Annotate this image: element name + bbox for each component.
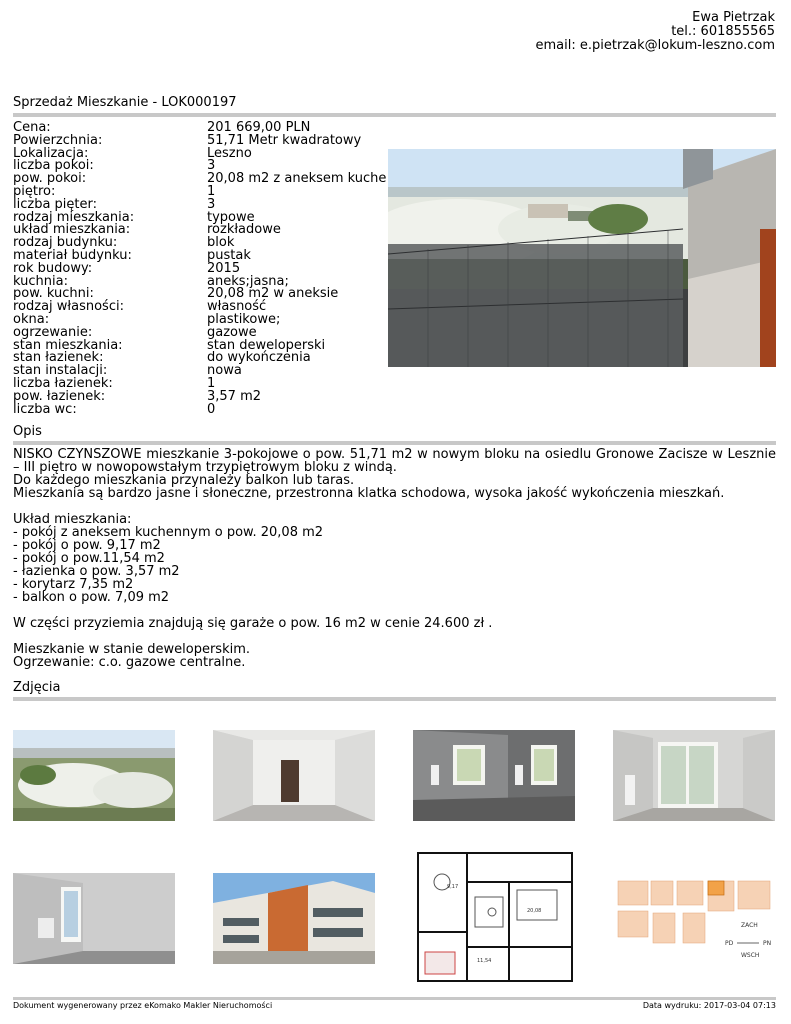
- layout-item: - pokój o pow.11,54 m2: [13, 551, 165, 566]
- description-paragraph: Do każdego mieszkania przynależy balkon lub taras.: [13, 473, 355, 488]
- spec-value: 1: [207, 183, 216, 199]
- spec-value: 51,71 Metr kwadratowy: [207, 132, 362, 148]
- layout-item: - balkon o pow. 7,09 m2: [13, 590, 170, 605]
- contact-block: [536, 11, 775, 53]
- spec-value: typowe: [207, 209, 255, 225]
- spec-value: 20,08 m2 z aneksem kuche: [207, 171, 387, 187]
- spec-label: stan instalacji:: [13, 363, 108, 379]
- photo-thumb-empty-room[interactable]: [13, 873, 175, 964]
- spec-value: rozkładowe: [207, 222, 281, 238]
- spec-value: 0: [207, 401, 216, 417]
- spec-label: ogrzewanie:: [13, 324, 93, 340]
- specs-table: [13, 122, 386, 416]
- photo-thumb-orchard[interactable]: [13, 730, 175, 821]
- spec-value: 3: [207, 196, 216, 212]
- spec-row: [13, 401, 386, 417]
- svg-text:20,08: 20,08: [527, 908, 542, 914]
- layout-item: - łazienka o pow. 3,57 m2: [13, 564, 180, 579]
- spec-value: plastikowe;: [207, 311, 281, 327]
- spec-row: [13, 260, 386, 276]
- spec-value: 3,57 m2: [207, 388, 262, 404]
- layout-item: - korytarz 7,35 m2: [13, 577, 134, 592]
- site-plan-pd: PD: [725, 940, 734, 947]
- spec-value: 2015: [207, 260, 241, 276]
- spec-label: Cena:: [13, 120, 51, 135]
- spec-value: 201 669,00 PLN: [207, 120, 311, 135]
- site-plan-west: ZACH: [741, 922, 758, 929]
- spec-label: pow. łazienek:: [13, 388, 106, 404]
- layout-item: - pokój z aneksem kuchennym o pow. 20,08 m2: [13, 525, 324, 540]
- site-plan[interactable]: [613, 873, 775, 964]
- spec-value: do wykończenia: [207, 350, 311, 366]
- photo-thumb-room-windows[interactable]: [413, 730, 575, 821]
- spec-value: aneks;jasna;: [207, 273, 289, 289]
- spec-value: 20,08 m2 w aneksie: [207, 286, 339, 302]
- title-divider: [13, 113, 776, 117]
- spec-value: pustak: [207, 247, 251, 263]
- heating-info: Ogrzewanie: c.o. gazowe centralne.: [13, 655, 246, 670]
- spec-label: rodzaj własności:: [13, 299, 124, 315]
- garage-info: W części przyziemia znajdują się garaże o pow. 16 m2 w cenie 24.600 zł .: [13, 616, 493, 631]
- footer-divider: [13, 997, 776, 1000]
- spec-label: pow. kuchni:: [13, 286, 94, 302]
- description-paragraph: NISKO CZYNSZOWE mieszkanie 3-pokojowe o pow. 51,71 m2 w nowym bloku na osiedlu Gronowe Zacisze w Lesznie – III piętro w nowopowstałym trzypiętrowym bloku z windą.: [13, 447, 776, 475]
- spec-row: [13, 173, 386, 186]
- spec-value: stan deweloperski: [207, 337, 326, 353]
- spec-label: liczba pokoi:: [13, 158, 94, 174]
- spec-label: stan mieszkania:: [13, 337, 123, 353]
- spec-label: Lokalizacja:: [13, 145, 89, 161]
- floor-plan[interactable]: [417, 852, 573, 982]
- spec-value: Leszno: [207, 145, 252, 161]
- site-plan-east: WSCH: [741, 952, 760, 959]
- footer-print-date: Data wydruku: 2017-03-04 07:13: [642, 1001, 776, 1010]
- spec-label: pow. pokoi:: [13, 171, 87, 187]
- spec-label: Powierzchnia:: [13, 132, 103, 148]
- spec-label: rodzaj mieszkania:: [13, 209, 135, 225]
- description-paragraph: Mieszkania są bardzo jasne i słoneczne, przestronna klatka schodowa, wysoka jakość wykończenia mieszkań.: [13, 486, 725, 501]
- spec-value: gazowe: [207, 324, 257, 340]
- agent-name: Ewa Pietrzak: [692, 10, 775, 25]
- spec-value: 3: [207, 158, 216, 174]
- spec-label: liczba łazienek:: [13, 375, 113, 391]
- site-plan-pn: PN: [763, 940, 772, 947]
- agent-email: email: e.pietrzak@lokum-leszno.com: [535, 38, 775, 53]
- spec-value: nowa: [207, 363, 242, 379]
- description-divider: [13, 441, 776, 445]
- main-photo-balcony: [388, 149, 776, 367]
- spec-row: [13, 301, 386, 314]
- listing-title: Sprzedaż Mieszkanie - LOK000197: [13, 95, 237, 110]
- spec-label: materiał budynku:: [13, 247, 132, 263]
- spec-label: stan łazienek:: [13, 350, 104, 366]
- layout-heading: Układ mieszkania:: [13, 512, 132, 527]
- spec-label: rok budowy:: [13, 260, 93, 276]
- spec-label: liczba wc:: [13, 401, 77, 417]
- svg-text:9,17: 9,17: [447, 884, 459, 890]
- spec-label: układ mieszkania:: [13, 222, 131, 238]
- state-info: Mieszkanie w stanie deweloperskim.: [13, 642, 251, 657]
- spec-value: 1: [207, 375, 216, 391]
- photo-thumb-building-exterior[interactable]: [213, 873, 375, 964]
- spec-value: blok: [207, 235, 235, 251]
- spec-label: rodzaj budynku:: [13, 235, 118, 251]
- agent-phone: tel.: 601855565: [671, 24, 775, 39]
- photos-title: Zdjęcia: [13, 680, 61, 695]
- spec-label: liczba pięter:: [13, 196, 97, 212]
- spec-label: okna:: [13, 311, 50, 327]
- footer-generator: Dokument wygenerowany przez eKomako Makler Nieruchomości: [13, 1001, 273, 1010]
- spec-value: własność: [207, 299, 267, 315]
- layout-item: - pokój o pow. 9,17 m2: [13, 538, 161, 553]
- photo-thumb-balcony-door[interactable]: [613, 730, 775, 821]
- photo-thumb-interior-door[interactable]: [213, 730, 375, 821]
- description-title: Opis: [13, 424, 42, 439]
- spec-label: kuchnia:: [13, 273, 68, 289]
- spec-label: piętro:: [13, 183, 56, 199]
- description-text: [13, 448, 776, 669]
- photos-divider: [13, 697, 776, 701]
- svg-text:11,54: 11,54: [477, 958, 492, 964]
